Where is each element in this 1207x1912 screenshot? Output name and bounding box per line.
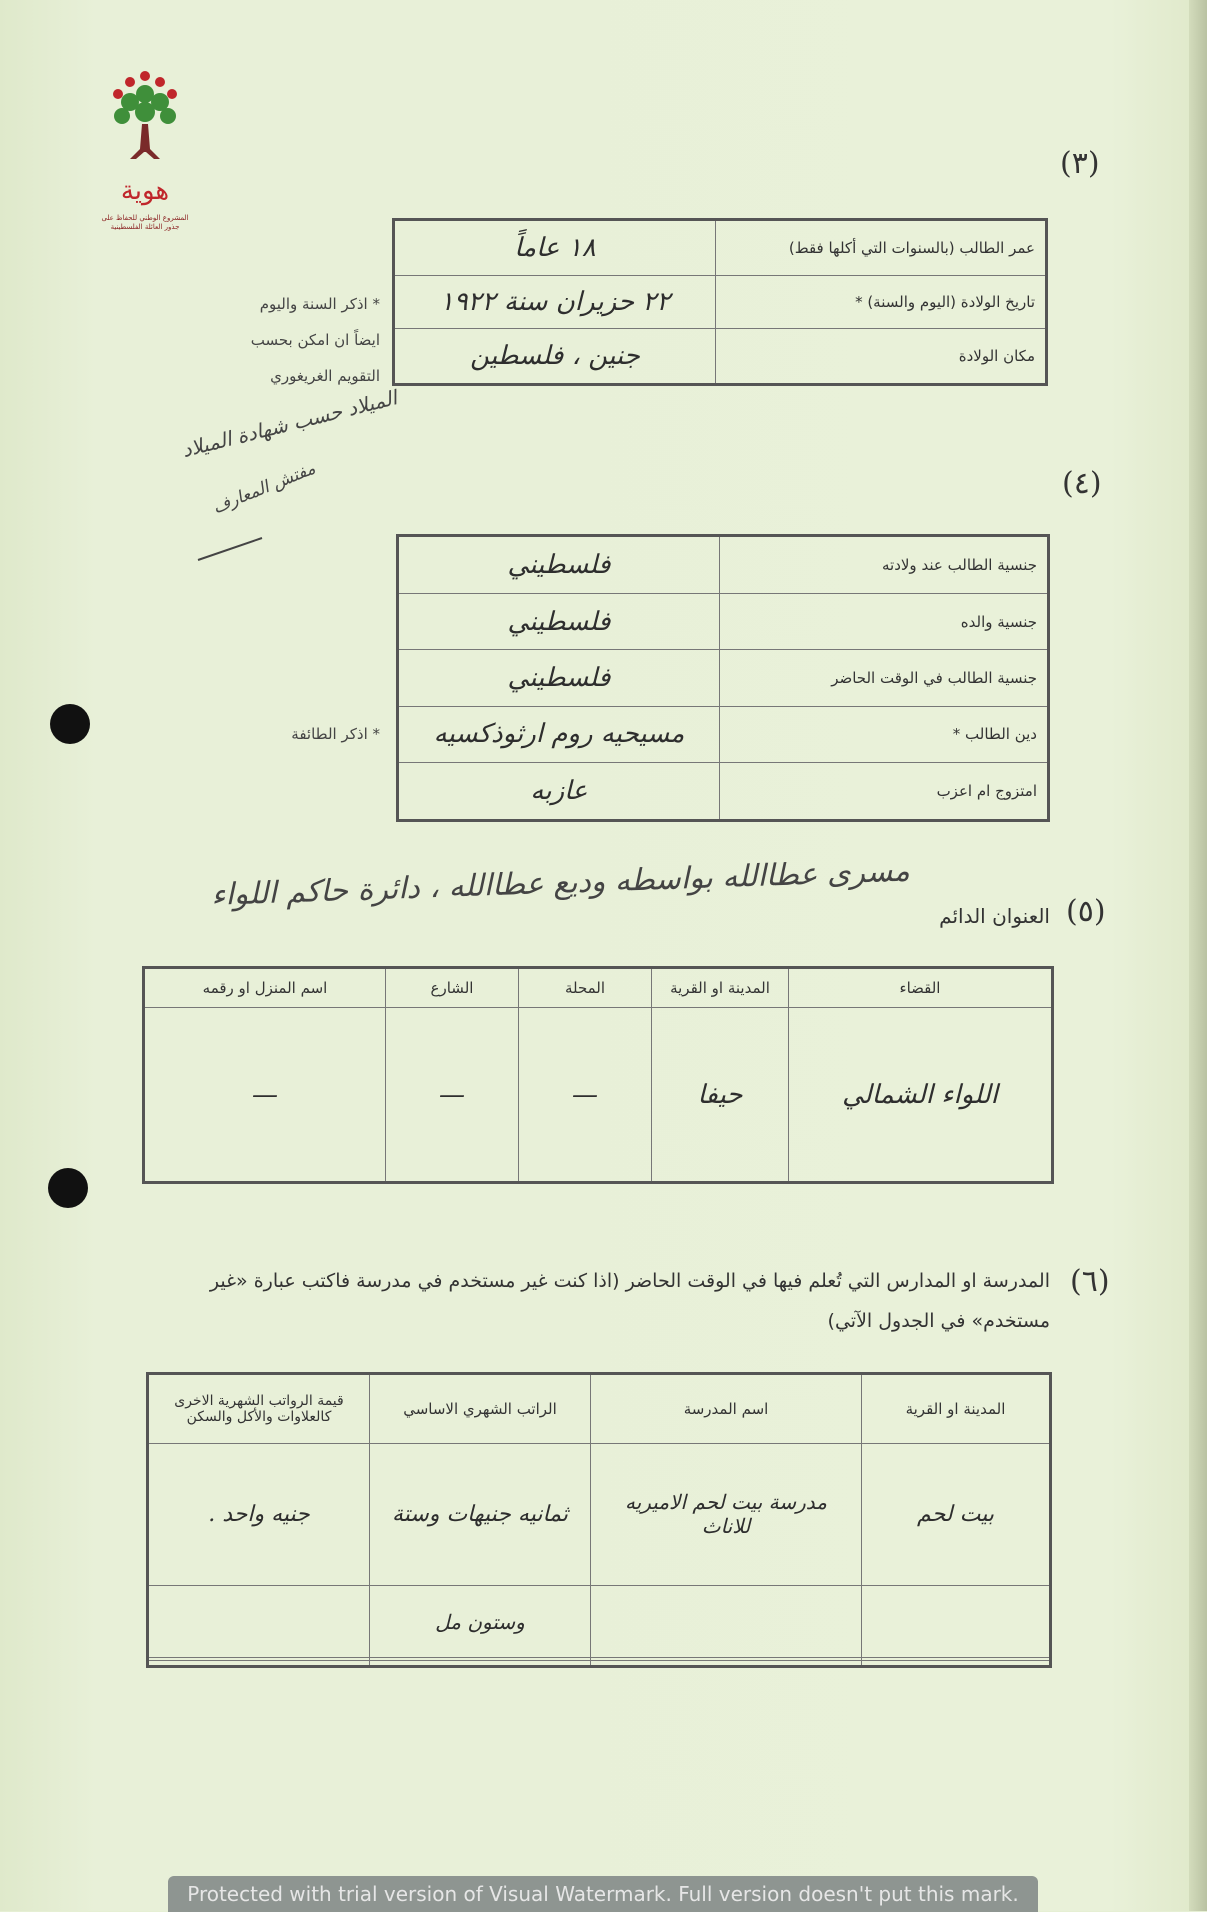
father-nationality-label: جنسية والده: [720, 594, 1049, 650]
section-6-number: (٦): [1070, 1264, 1110, 1299]
section-5-number: (٥): [1066, 894, 1106, 929]
table-cell: [591, 1661, 862, 1667]
header-district: اسم المنزل او رقمه: [144, 968, 386, 1008]
marital-status-value: عازبه: [398, 762, 720, 820]
punch-hole-bottom: [48, 1168, 88, 1208]
marital-status-label: امتزوج ام اعزب: [720, 762, 1049, 820]
table-cell: [148, 1661, 370, 1667]
side-note-line: ايضاً ان امكن بحسب: [250, 331, 380, 349]
table-cell: [591, 1585, 862, 1657]
logo-brand-text: هوية: [120, 176, 170, 206]
current-nationality-label: جنسية الطالب في الوقت الحاضر: [720, 650, 1049, 706]
city-value: حيفا: [652, 1008, 789, 1183]
age-value: ١٨ عاماً: [394, 220, 716, 276]
section-3-table: [392, 218, 1048, 386]
family-tree-logo: [100, 64, 190, 234]
basic-salary-continuation: وستون مل: [370, 1585, 591, 1657]
section-5-table: [142, 966, 1054, 1184]
punch-hole-top: [50, 704, 90, 744]
side-note-line: التقويم الغريغوري: [270, 367, 380, 385]
permanent-address-handwritten: مسرى عطاالله بواسطه وديع عطاالله ، دائرة حاكم اللواء: [210, 853, 911, 913]
basic-salary-value: ثمانيه جنيهات وستة: [370, 1444, 591, 1586]
header-quarter: المحلة: [519, 968, 652, 1008]
section-4-side-note: * اذكر الطائفة: [291, 725, 380, 743]
school-city-value: بيت لحم: [862, 1444, 1051, 1586]
table-cell: [148, 1585, 370, 1657]
trial-watermark: Protected with trial version of Visual Watermark. Full version doesn't put this mark.: [168, 1876, 1038, 1912]
side-note-line: * اذكر السنة واليوم: [259, 295, 380, 313]
handwritten-underline: [196, 534, 266, 564]
birth-place-label: مكان الولادة: [716, 329, 1047, 385]
religion-label: دين الطالب *: [720, 706, 1049, 762]
section-4-number: (٤): [1062, 466, 1102, 501]
house-name-value: —: [144, 1008, 386, 1183]
section-3-number: (٣): [1060, 146, 1100, 181]
header-school-city: المدينة او القرية: [862, 1374, 1051, 1444]
table-cell: [862, 1661, 1051, 1667]
section-6-title-line-1: المدرسة او المدارس التي تُعلم فيها في الوقت الحاضر (اذا كنت غير مستخدم في مدرسة فاكتب عبارة «غير: [209, 1270, 1050, 1292]
nationality-birth-value: فلسطيني: [398, 536, 720, 594]
other-salaries-value: جنيه واحد .: [148, 1444, 370, 1586]
nationality-birth-label: جنسية الطالب عند ولادته: [720, 536, 1049, 594]
header-school-name: اسم المدرسة: [591, 1374, 862, 1444]
section-5-title: العنوان الدائم: [939, 904, 1050, 928]
header-city: المدينة او القرية: [652, 968, 789, 1008]
page-edge: [1189, 0, 1207, 1911]
handwritten-inspector-note: مفتش المعارف: [209, 458, 319, 518]
section-6-table: [146, 1372, 1052, 1668]
section-4-table: [396, 534, 1050, 822]
birth-date-value: ٢٢ حزيران سنة ١٩٢٢: [394, 275, 716, 329]
header-other-salaries: قيمة الرواتب الشهرية الاخرى كالعلاوات والأكل والسكن: [148, 1374, 370, 1444]
table-cell: [370, 1661, 591, 1667]
header-basic-salary: الراتب الشهري الاساسي: [370, 1374, 591, 1444]
street-value: —: [386, 1008, 519, 1183]
header-street: الشارع: [386, 968, 519, 1008]
birth-date-label: تاريخ الولادة (اليوم والسنة) *: [716, 275, 1047, 329]
religion-value: مسيحيه روم ارثوذكسيه: [398, 706, 720, 762]
birth-place-value: جنين ، فلسطين: [394, 329, 716, 385]
header-qada: القضاء: [789, 968, 1053, 1008]
father-nationality-value: فلسطيني: [398, 594, 720, 650]
school-name-value: مدرسة بيت لحم الاميريه للاناث: [591, 1444, 862, 1586]
table-cell: [862, 1585, 1051, 1657]
qada-value: اللواء الشمالي: [789, 1008, 1053, 1183]
logo-caption: المشروع الوطني للحفاظ على جذور العائلة الفلسطينية: [101, 214, 189, 231]
current-nationality-value: فلسطيني: [398, 650, 720, 706]
quarter-value: —: [519, 1008, 652, 1183]
section-6-title-line-2: مستخدم» في الجدول الآتي): [827, 1310, 1050, 1332]
age-label: عمر الطالب (بالسنوات التي أكلها فقط): [716, 220, 1047, 276]
handwritten-birth-note: الميلاد حسب شهادة الميلاد: [179, 385, 400, 462]
section-3-side-note: [190, 286, 380, 394]
